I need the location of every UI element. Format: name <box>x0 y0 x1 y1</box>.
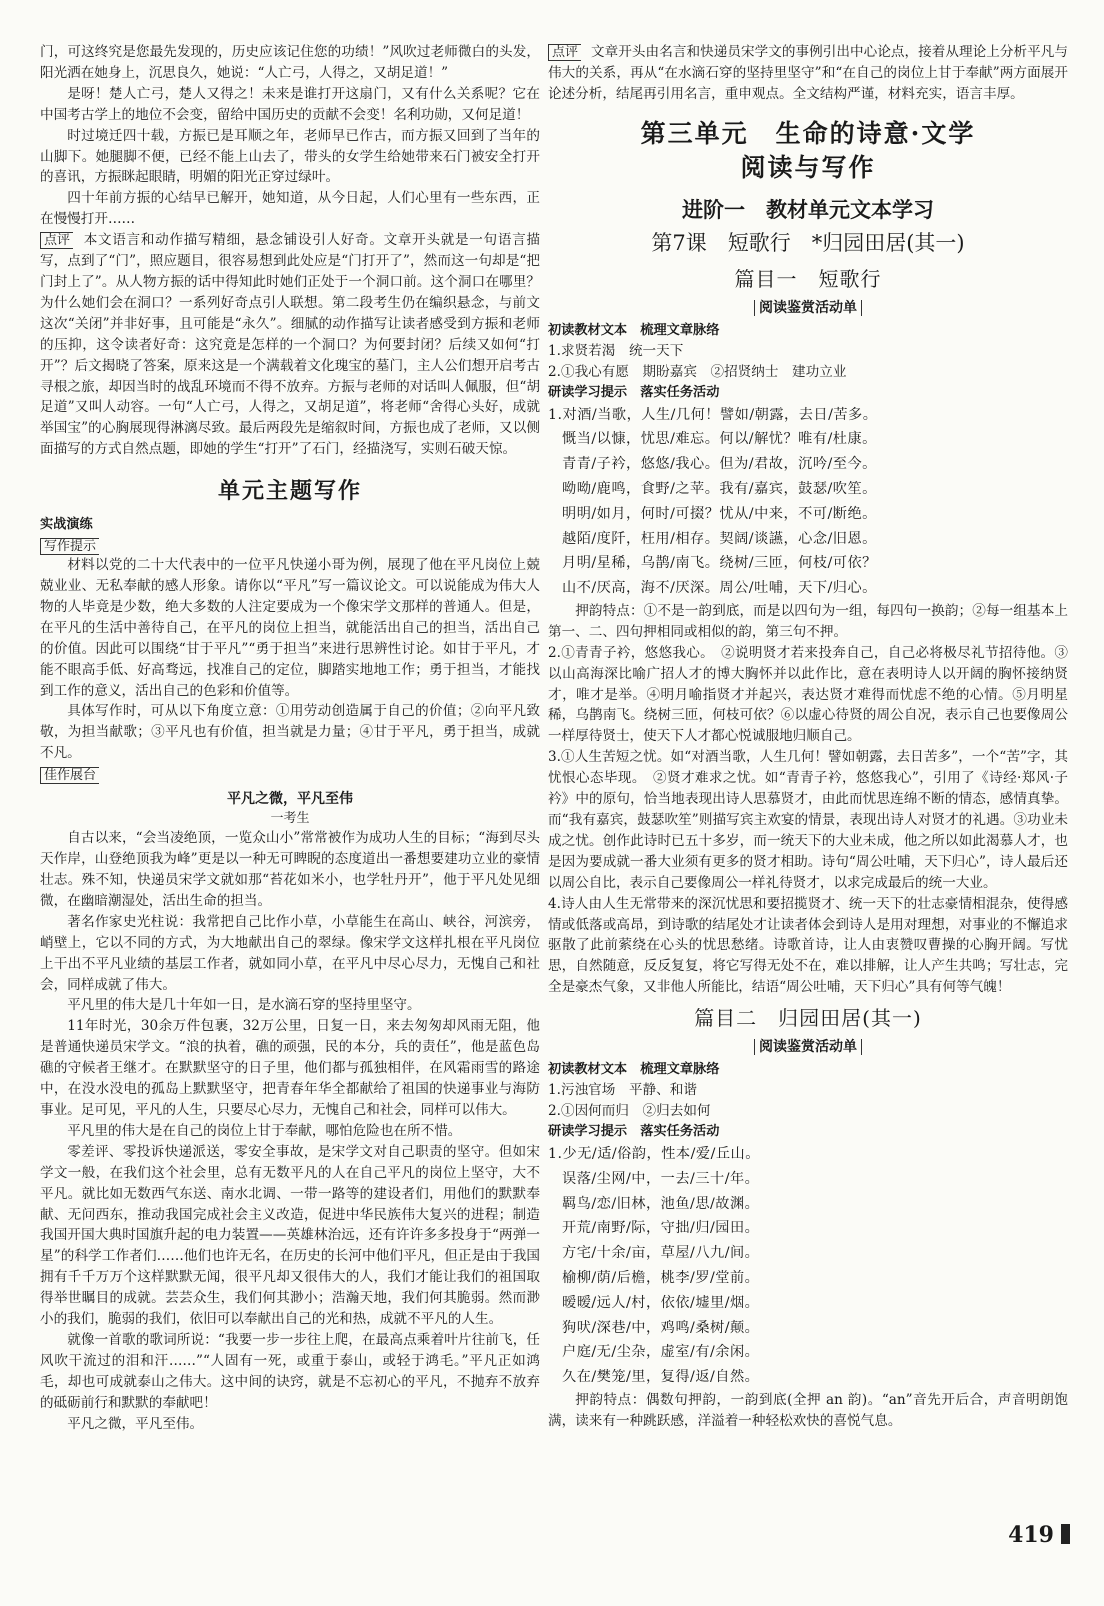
poem-line: 越陌/度阡，枉用/相存。契阔/谈讌，心念/旧恩。 <box>562 530 877 547</box>
essay-title: 平凡之微，平凡至伟 <box>227 791 353 808</box>
activity-box <box>548 1036 1068 1056</box>
poem-line: 1.对酒/当歌，人生/几何！譬如/朝露，去日/苦多。 <box>548 406 878 423</box>
rhyme-note: 押韵特点：①不是一韵到底，而是以四句为一组，每四句一换韵；②每一组基本上第一、二、四句押相同或相似的韵，第三句不押。 <box>548 602 1068 640</box>
paragraph: 时过境迁四十载，方振已是耳顺之年，老师早已作古，而方振又回到了当年的山脚下。她腿脚不便，已经不能上山去了，带头的女学生给她带来石门被安全打开的喜讯，方振眯起眼睛，明媚的阳光正穿过绿叶。 <box>40 127 540 186</box>
piece2-title: 篇目二 归园田居(其一) <box>694 1006 922 1031</box>
comment-text: 文章开头由名言和快递员宋学文的事例引出中心论点，接着从理论上分析平凡与伟大的关系，再从“在水滴石穿的坚持里坚守”和“在自己的岗位上甘于奉献”两方面展开论述分析，结尾再引用名言，重申观点。全文结构严谨，材料充实，语言丰厚。 <box>548 44 1068 102</box>
unit-title-line2: 阅读与写作 <box>740 152 876 182</box>
paragraph: 门，可这终究是您最先发现的，历史应该记住您的功绩！”风吹过老师微白的头发，阳光洒在她身上，沉思良久，她说：“人亡弓，人得之，又胡足道！” <box>40 44 540 81</box>
story-comment <box>40 230 540 460</box>
poem-line: 羁鸟/恋/旧林，池鱼/思/故渊。 <box>562 1195 760 1212</box>
poem-line: 山不/厌高，海不/厌深。周公/吐哺，天下/归心。 <box>562 580 877 597</box>
essay-paragraph: 就像一首歌的歌词所说：“我要一步一步往上爬，在最高点乘着叶片往前飞，任风吹干流过的泪和汗……”“人固有一死，或重于泰山，或轻于鸿毛。”平凡正如鸿毛，却也可成就泰山之伟大。这中间的诀窍，就是不忘初心的平凡，不抛弃不放弃的砥砺前行和默默的奉献吧！ <box>40 1331 540 1411</box>
answer-item: 2.①青青子衿，悠悠我心。 ②说明贤才若来投奔自己，自己必将极尽礼节招待他。③以山高海深比喻广招人才的博大胸怀并以此作比，意在表明诗人以开阔的胸怀接纳贤才，唯才是举。④明月喻指贤才并起兴，表达贤才难得而忧虑不绝的心情。⑤月明星稀，乌鹊南飞。绕树三匝，何枝可依？⑥以虚心待贤的周公自况，表示自己也要像周公一样厚待贤士，使天下人才都心悦诚服地归顺自己。 <box>548 644 1068 745</box>
activity-box <box>548 297 1068 317</box>
unit-writing-title: 单元主题写作 <box>217 478 362 505</box>
section-study: 研读学习提示 落实任务活动 <box>548 1123 720 1139</box>
essay-paragraph: 自古以来，“会当凌绝顶，一览众山小”常常被作为成功人生的目标；“海到尽头天作岸，山登绝顶我为峰”更是以一种无可睥睨的态度道出一番想要建功立业的豪情壮志。殊不知，快递员宋学文就如那“苔花如米小，也学牡丹开”，他于平凡处见细微，在幽暗潮湿处，活出生命的担当。 <box>40 830 540 909</box>
comment-tag: 点评 <box>548 44 581 61</box>
essay-paragraph: 著名作家史光柱说：我常把自己比作小草，小草能生在高山、峡谷，河滨旁，峭壁上，它以不同的方式，为大地献出自己的翠绿。像宋学文这样扎根在平凡岗位上干出不平凡业绩的基层工作者，就如同小草，在平凡中尽心尽力，无愧自己和社会，同样成就了伟大。 <box>40 913 540 993</box>
poem-line: 榆柳/荫/后檐，桃李/罗/堂前。 <box>562 1269 760 1286</box>
essay-paragraph: 平凡里的伟大是在自己的岗位上甘于奉献，哪怕危险也在所不惜。 <box>67 1122 462 1139</box>
essay-author: 一考生 <box>270 811 310 827</box>
rhyme-note: 押韵特点：偶数句押韵，一韵到底(全押 an 韵)。“an”音先开后合，声音明朗饱满，读来有一种跳跃感，洋溢着一种轻松欢快的喜悦气息。 <box>548 1391 1068 1429</box>
answer-item: 1.求贤若渴 统一天下 <box>548 342 684 359</box>
page-number: 419 <box>1008 1522 1054 1548</box>
answer-item: 2.①我心有愿 期盼嘉宾 ②招贤纳士 建功立业 <box>548 363 847 380</box>
poem-short-song <box>548 403 1068 601</box>
poem-line: 方宅/十余/亩，草屋/八九/间。 <box>562 1245 760 1262</box>
essay-paragraph: 平凡之微，平凡至伟。 <box>67 1415 204 1432</box>
essay-paragraph: 零差评、零投诉快递派送，零安全事故，是宋学文对自己职责的坚守。但如宋学文一般，在我们这个社会里，总有无数平凡的人在自己平凡的岗位上坚守，大不平凡。就比如无数西气东送、南水北调、一带一路等的建设者们，用他们的默默奉献、无问西东，推动我国完成社会主义改造，促进中华民族伟大复兴的进程；制造我国开国大典时国旗升起的电力装置——英雄林治远，还有许许多多投身于“两弹一星”的科学工作者们……他们也许无名，在历史的长河中他们平凡，但正是由于我国拥有千千万万个这样默默无闻，很平凡却又很伟大的人，我们才能让我们的祖国取得举世瞩目的成就。芸芸众生，我们何其渺小；浩瀚天地，我们何其脆弱。然而渺小的我们，脆弱的我们，依旧可以奉献出自己的光和热，成就不平凡的人生。 <box>40 1143 540 1328</box>
section-read: 初读教材文本 梳理文章脉络 <box>548 322 720 338</box>
poem-line: 1.少无/适/俗韵，性本/爱/丘山。 <box>548 1145 760 1162</box>
poem-line: 狗吠/深巷/中，鸡鸣/桑树/颠。 <box>562 1319 760 1336</box>
activity-box-label: 阅读鉴赏活动单 <box>754 300 862 316</box>
tip-paragraph: 材料以党的二十大代表中的一位平凡快递小哥为例，展现了他在平凡岗位上兢兢业业、无私奉献的感人形象。请你以“平凡”写一篇议论文。可以说能成为伟大人物的人毕竟是少数，绝大多数的人注定要成为一个像宋学文那样的普通人。但是，在平凡的生活中善待自己，在平凡的岗位上担当，就能活出自己的担当，活出自己的价值。因此可以围绕“甘于平凡”“勇于担当”来进行思辨性讨论。如甘于平凡，才能不眼高手低、好高骛远，找准自己的定位，脚踏实地地工作；勇于担当，才能找到工作的意义，活出自己的色彩和价值等。 <box>40 557 540 699</box>
answer-item: 1.污浊官场 平静、和谐 <box>548 1082 697 1099</box>
paragraph: 是呀！楚人亡弓，楚人又得之！未来是谁打开这扇门，又有什么关系呢？它在中国考古学上的地位不会变，留给中国历史的贡献不会变！名利功勋，又何足道！ <box>40 85 540 123</box>
left-column <box>40 42 540 1434</box>
showcase-block <box>40 764 540 784</box>
section-practice: 实战演练 <box>40 517 93 533</box>
activity-box-label: 阅读鉴赏活动单 <box>754 1039 862 1055</box>
answer-item: 4.诗人由人生无常带来的深沉忧思和要招揽贤才、统一天下的壮志豪情相混杂，使得感情或低落或高昂，到诗歌的结尾处才让读者体会到诗人是用对理想，对事业的不懈追求驱散了此前萦绕在心头的忧思愁绪。诗歌首诗，让人由衷赞叹曹操的心胸开阔。写忧思，自然随意，反反复复，将它写得无处不在，难以排解，让人产生共鸣；写壮志，完全是豪杰气象，又非他人所能比，结语“周公吐哺，天下归心”具有何等气魄！ <box>548 895 1068 996</box>
paragraph: 四十年前方振的心结早已解开，她知道，从今日起，人们心里有一些东西，正在慢慢打开…… <box>40 190 540 228</box>
writing-tip-block <box>40 535 540 555</box>
story-intro <box>40 42 540 230</box>
stage-title: 进阶一 教材单元文本学习 <box>682 197 934 222</box>
essay-comment <box>548 42 1068 105</box>
poem-line: 月明/星稀，乌鹊/南飞。绕树/三匝，何枝/可依？ <box>562 555 877 572</box>
lesson-title: 第7课 短歌行 *归园田居(其一) <box>651 230 965 255</box>
essay-paragraph: 11年时光，30余万件包裹，32万公里，日复一日，来去匆匆却风雨无阻，他是普通快递员宋学文。“浪的执着，礁的顽强，民的本分，兵的责任”，他是蓝色岛礁的守候者王继才。在默默坚守的日子里，他们都与孤独相伴，在风霜雨雪的路途中，在没水没电的孤岛上默默坚守，把青春年华全都献给了祖国的快递事业与海防事业。足可见，平凡的人生，只要尽心尽力，无愧自己和社会，同样可以伟大。 <box>40 1018 540 1118</box>
poem-line: 开荒/南野/际，守拙/归/园田。 <box>562 1220 760 1237</box>
poem-line: 户庭/无/尘杂，虚室/有/余闲。 <box>562 1344 760 1361</box>
tip-tag: 写作提示 <box>40 538 99 555</box>
section-read: 初读教材文本 梳理文章脉络 <box>548 1062 720 1078</box>
poem-line: 慨当/以慷，忧思/难忘。何以/解忧？唯有/杜康。 <box>562 431 877 448</box>
showcase-tag: 佳作展台 <box>40 767 99 784</box>
poem-line: 暧暧/远人/村，依依/墟里/烟。 <box>562 1294 760 1311</box>
answer-item: 3.①人生苦短之忧。如“对酒当歌，人生几何！譬如朝露，去日苦多”，一个“苦”字，其忧恨心态毕现。 ②贤才难求之忧。如“青青子衿，悠悠我心”，引用了《诗经·郑风·子衿》中的原句，恰当地表现出诗人思慕贤才，由此而忧思连绵不断的情态，感情真挚。而“我有嘉宾，鼓瑟吹笙”则描写宾主欢宴的情景，表现出诗人对贤才的礼遇。③功业未成之忧。创作此诗时已五十多岁，而一统天下的大业未成，他之所以如此渴慕人才，也是因为要成就一番大业须有更多的贤才相助。诗句“周公吐哺，天下归心”，诗人最后还以周公自比，表示自己要像周公一样礼待贤才，以求完成最后的统一大业。 <box>548 749 1068 891</box>
comment-tag: 点评 <box>40 232 73 249</box>
poem-line: 呦呦/鹿鸣，食野/之苹。我有/嘉宾，鼓瑟/吹笙。 <box>562 480 877 497</box>
unit-title-line1: 第三单元 生命的诗意·文学 <box>640 118 976 148</box>
piece1-title: 篇目一 短歌行 <box>734 266 882 291</box>
poem-line: 误落/尘网/中，一去/三十/年。 <box>562 1170 760 1187</box>
right-column <box>548 42 1068 1432</box>
poem-return-fields <box>548 1142 1068 1390</box>
answer-item: 2.①因何而归 ②归去如何 <box>548 1103 711 1120</box>
page-marker-bar <box>1061 1524 1070 1544</box>
comment-text: 本文语言和动作描写精细，悬念铺设引人好奇。文章开头就是一句语言描写，点到了“门”，照应题目，很容易想到此处应是“门打开了”，然而这一句却是“把门封上了”。从人物方振的话中得知此时她们正处于一个洞口前。这个洞口在哪里？为什么她们会在洞口？一系列好奇点引人联想。第二段考生仍在编织悬念，与前文这次“关闭”并非好事，且可能是“永久”。细腻的动作描写让读者感受到方振和老师的压抑，这令读者好奇：这究竟是怎样的一个洞口？为何要封闭？后续又如何“打开”？后文揭晓了答案，原来这是一个满载着文化瑰宝的墓门，主人公们想开启考古寻根之旅，却因当时的战乱环境而不得不放弃。方振与老师的对话叫人佩服，但“胡足道”又叫人动容。一句“人亡弓，人得之，又胡足道”，将老师“舍得心头好，成就举国宝”的心胸展现得淋漓尽致。最后两段先是缩叙时间，方振也成了老师，又以侧面描写的方式自然点题，即她的学生“打开”了石门，经描浇写，实则石破天惊。 <box>40 232 540 458</box>
essay-body <box>40 828 540 1434</box>
poem-line: 青青/子衿，悠悠/我心。但为/君故，沉吟/至今。 <box>562 456 877 473</box>
essay-paragraph: 平凡里的伟大是几十年如一日，是水滴石穿的坚持里坚守。 <box>67 997 421 1014</box>
poem-line: 久在/樊笼/里，复得/返/自然。 <box>562 1369 760 1386</box>
section-study: 研读学习提示 落实任务活动 <box>548 384 720 400</box>
tip-paragraph: 具体写作时，可从以下角度立意：①用劳动创造属于自己的价值；②向平凡致敬，为担当献歌；③平凡也有价值，担当就是力量；④甘于平凡，勇于担当，成就不凡。 <box>40 703 540 762</box>
poem-line: 明明/如月，何时/可掇？忧从/中来，不可/断绝。 <box>562 505 877 522</box>
